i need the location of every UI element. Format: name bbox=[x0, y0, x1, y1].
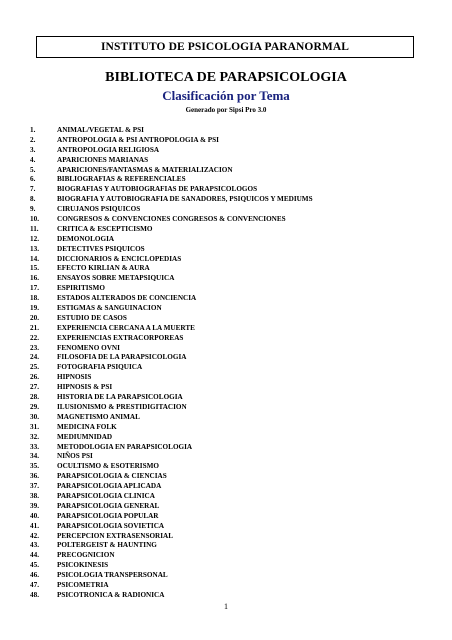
topic-number: 3. bbox=[30, 145, 36, 154]
list-item bbox=[30, 373, 313, 383]
topic-label: ESPIRITISMO bbox=[57, 284, 105, 293]
topic-number: 35. bbox=[30, 462, 39, 471]
topic-number: 29. bbox=[30, 402, 39, 411]
page-number: 1 bbox=[224, 602, 228, 611]
topic-label: FOTOGRAFIA PSIQUICA bbox=[57, 363, 143, 372]
topic-label: DICCIONARIOS & ENCICLOPEDIAS bbox=[57, 254, 182, 263]
topic-number: 22. bbox=[30, 333, 39, 342]
topic-number: 42. bbox=[30, 531, 39, 540]
topic-label: DETECTIVES PSIQUICOS bbox=[57, 244, 145, 253]
topic-number: 40. bbox=[30, 511, 39, 520]
topic-number: 44. bbox=[30, 551, 39, 560]
topic-label: APARICIONES/FANTASMAS & MATERIALIZACION bbox=[57, 165, 233, 174]
list-item bbox=[30, 512, 313, 522]
topic-list bbox=[30, 126, 313, 601]
topic-label: HIPNOSIS & PSI bbox=[57, 383, 113, 392]
topic-label: ESTUDIO DE CASOS bbox=[57, 313, 127, 322]
topic-label: ANTROPOLOGIA RELIGIOSA bbox=[57, 145, 160, 154]
list-item bbox=[30, 185, 313, 195]
document-title: BIBLIOTECA DE PARAPSICOLOGIA bbox=[105, 70, 347, 85]
list-item bbox=[30, 482, 313, 492]
topic-number: 10. bbox=[30, 215, 39, 224]
topic-number: 2. bbox=[30, 135, 36, 144]
topic-label: PARAPSICOLOGIA APLICADA bbox=[57, 482, 162, 491]
list-item bbox=[30, 255, 313, 265]
list-item bbox=[30, 126, 313, 136]
topic-label: MEDIUMNIDAD bbox=[57, 432, 113, 441]
topic-label: ENSAYOS SOBRE METAPSIQUICA bbox=[57, 274, 175, 283]
topic-number: 13. bbox=[30, 244, 39, 253]
topic-label: CONGRESOS & CONVENCIONES CONGRESOS & CONVENCIONES bbox=[57, 215, 286, 224]
topic-number: 14. bbox=[30, 254, 39, 263]
topic-number: 27. bbox=[30, 383, 39, 392]
topic-number: 7. bbox=[30, 185, 36, 194]
list-item bbox=[30, 423, 313, 433]
topic-number: 19. bbox=[30, 304, 39, 313]
topic-number: 12. bbox=[30, 234, 39, 243]
topic-number: 15. bbox=[30, 264, 39, 273]
list-item bbox=[30, 433, 313, 443]
list-item bbox=[30, 294, 313, 304]
list-item bbox=[30, 334, 313, 344]
list-item bbox=[30, 363, 313, 373]
topic-number: 33. bbox=[30, 442, 39, 451]
topic-label: CRITICA & ESCEPTICISMO bbox=[57, 224, 153, 233]
list-item bbox=[30, 146, 313, 156]
list-item bbox=[30, 324, 313, 334]
topic-label: METODOLOGIA EN PARAPSICOLOGIA bbox=[57, 442, 193, 451]
list-item bbox=[30, 205, 313, 215]
topic-label: FILOSOFIA DE LA PARAPSICOLOGIA bbox=[57, 353, 187, 362]
topic-number: 31. bbox=[30, 422, 39, 431]
topic-number: 6. bbox=[30, 175, 36, 184]
topic-label: PSICOLOGIA TRANSPERSONAL bbox=[57, 571, 168, 580]
list-item bbox=[30, 522, 313, 532]
topic-label: PARAPSICOLOGIA GENERAL bbox=[57, 501, 160, 510]
topic-number: 24. bbox=[30, 353, 39, 362]
topic-number: 5. bbox=[30, 165, 36, 174]
topic-number: 47. bbox=[30, 580, 39, 589]
list-item bbox=[30, 235, 313, 245]
topic-label: BIBLIOGRAFIAS & REFERENCIALES bbox=[57, 175, 186, 184]
list-item bbox=[30, 195, 313, 205]
topic-label: APARICIONES MARIANAS bbox=[57, 155, 149, 164]
topic-number: 20. bbox=[30, 313, 39, 322]
topic-number: 37. bbox=[30, 482, 39, 491]
topic-number: 43. bbox=[30, 541, 39, 550]
topic-label: PSICOTRONICA & RADIONICA bbox=[57, 590, 165, 599]
list-item bbox=[30, 284, 313, 294]
topic-number: 28. bbox=[30, 393, 39, 402]
topic-number: 21. bbox=[30, 323, 39, 332]
list-item bbox=[30, 541, 313, 551]
list-item bbox=[30, 245, 313, 255]
list-item bbox=[30, 136, 313, 146]
list-item bbox=[30, 502, 313, 512]
list-item bbox=[30, 403, 313, 413]
topic-number: 30. bbox=[30, 412, 39, 421]
topic-label: HIPNOSIS bbox=[57, 373, 92, 382]
topic-label: PSICOKINESIS bbox=[57, 561, 109, 570]
list-item bbox=[30, 175, 313, 185]
institute-name: INSTITUTO DE PSICOLOGIA PARANORMAL bbox=[100, 41, 350, 53]
list-item bbox=[30, 532, 313, 542]
topic-number: 4. bbox=[30, 155, 36, 164]
topic-label: ESTIGMAS & SANGUINACION bbox=[57, 304, 162, 313]
topic-number: 16. bbox=[30, 274, 39, 283]
list-item bbox=[30, 304, 313, 314]
list-item bbox=[30, 344, 313, 354]
topic-number: 48. bbox=[30, 590, 39, 599]
topic-number: 38. bbox=[30, 491, 39, 500]
topic-label: PARAPSICOLOGIA CLINICA bbox=[57, 491, 155, 500]
topic-number: 23. bbox=[30, 343, 39, 352]
topic-label: FENOMENO OVNI bbox=[57, 343, 120, 352]
topic-number: 41. bbox=[30, 521, 39, 530]
list-item bbox=[30, 581, 313, 591]
topic-label: EXPERIENCIA CERCANA A LA MUERTE bbox=[57, 323, 195, 332]
list-item bbox=[30, 264, 313, 274]
list-item bbox=[30, 591, 313, 601]
list-item bbox=[30, 443, 313, 453]
list-item bbox=[30, 215, 313, 225]
list-item bbox=[30, 492, 313, 502]
topic-label: PRECOGNICION bbox=[57, 551, 115, 560]
topic-number: 45. bbox=[30, 561, 39, 570]
topic-label: ANTROPOLOGIA & PSI ANTROPOLOGIA & PSI bbox=[57, 135, 219, 144]
list-item bbox=[30, 452, 313, 462]
list-item bbox=[30, 314, 313, 324]
topic-label: NIÑOS PSI bbox=[57, 452, 93, 461]
topic-number: 36. bbox=[30, 472, 39, 481]
topic-number: 39. bbox=[30, 501, 39, 510]
list-item bbox=[30, 383, 313, 393]
topic-label: BIOGRAFIAS Y AUTOBIOGRAFIAS DE PARAPSICOLOGOS bbox=[57, 185, 258, 194]
topic-label: ILUSIONISMO & PRESTIDIGITACION bbox=[57, 402, 187, 411]
topic-label: DEMONOLOGIA bbox=[57, 234, 115, 243]
list-item bbox=[30, 571, 313, 581]
topic-number: 11. bbox=[30, 224, 39, 233]
topic-label: HISTORIA DE LA PARAPSICOLOGIA bbox=[57, 393, 183, 402]
topic-number: 9. bbox=[30, 205, 36, 214]
list-item bbox=[30, 561, 313, 571]
topic-label: ESTADOS ALTERADOS DE CONCIENCIA bbox=[57, 294, 197, 303]
list-item bbox=[30, 156, 313, 166]
list-item bbox=[30, 274, 313, 284]
topic-label: POLTERGEIST & HAUNTING bbox=[57, 541, 157, 550]
list-item bbox=[30, 551, 313, 561]
topic-label: MAGNETISMO ANIMAL bbox=[57, 412, 140, 421]
topic-label: PSICOMETRIA bbox=[57, 580, 109, 589]
list-item bbox=[30, 462, 313, 472]
topic-number: 32. bbox=[30, 432, 39, 441]
institute-header-box bbox=[36, 36, 414, 58]
topic-number: 25. bbox=[30, 363, 39, 372]
list-item bbox=[30, 472, 313, 482]
topic-number: 18. bbox=[30, 294, 39, 303]
topic-label: PARAPSICOLOGIA POPULAR bbox=[57, 511, 159, 520]
generator-note: Generado por Sipsi Pro 3.0 bbox=[185, 106, 267, 114]
topic-label: BIOGRAFIA Y AUTOBIOGRAFIA DE SANADORES, PSIQUICOS Y MEDIUMS bbox=[57, 195, 313, 204]
topic-label: PARAPSICOLOGIA SOVIETICA bbox=[57, 521, 165, 530]
topic-number: 17. bbox=[30, 284, 39, 293]
topic-label: ANIMAL/VEGETAL & PSI bbox=[57, 126, 144, 134]
topic-label: PERCEPCION EXTRASENSORIAL bbox=[57, 531, 174, 540]
list-item bbox=[30, 225, 313, 235]
topic-number: 8. bbox=[30, 195, 36, 204]
list-item bbox=[30, 413, 313, 423]
topic-label: CIRUJANOS PSIQUICOS bbox=[57, 205, 141, 214]
topic-label: OCULTISMO & ESOTERISMO bbox=[57, 462, 159, 471]
topic-number: 34. bbox=[30, 452, 39, 461]
topic-label: EXPERIENCIAS EXTRACORPOREAS bbox=[57, 333, 184, 342]
list-item bbox=[30, 166, 313, 176]
list-item bbox=[30, 393, 313, 403]
topic-label: EFECTO KIRLIAN & AURA bbox=[57, 264, 150, 273]
topic-label: MEDICINA FOLK bbox=[57, 422, 117, 431]
topic-number: 26. bbox=[30, 373, 39, 382]
topic-number: 46. bbox=[30, 571, 39, 580]
document-subtitle: Clasificación por Tema bbox=[162, 88, 290, 103]
topic-label: PARAPSICOLOGIA & CIENCIAS bbox=[57, 472, 167, 481]
list-item bbox=[30, 353, 313, 363]
topic-number: 1. bbox=[30, 126, 36, 134]
